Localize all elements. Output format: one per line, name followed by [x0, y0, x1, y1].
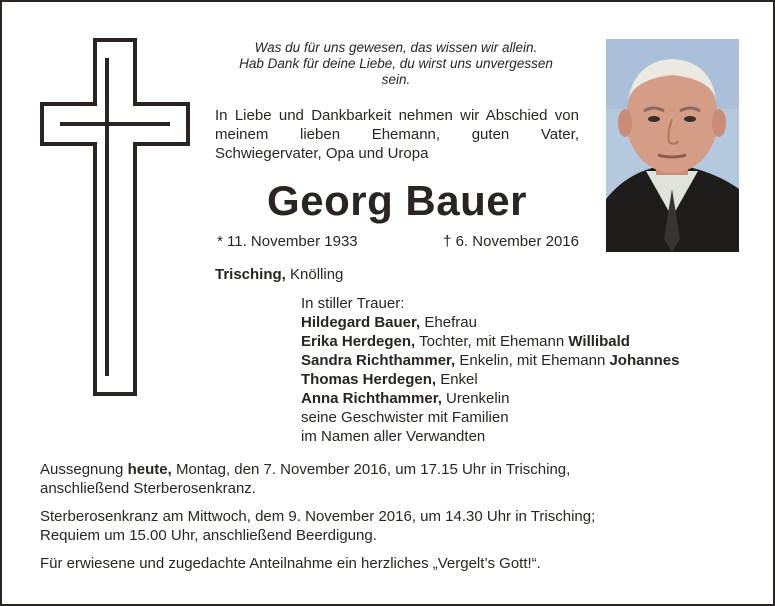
- mourners-list: [301, 294, 680, 446]
- mourner-entry: [301, 332, 680, 351]
- place-main: Trisching,: [215, 266, 286, 283]
- mourner-name: Erika Herdegen,: [301, 333, 416, 350]
- place-secondary: Knölling: [290, 266, 344, 283]
- life-dates: [217, 233, 579, 253]
- mourners-relatives: im Namen aller Verwandten: [301, 428, 486, 445]
- death-date: † 6. November 2016: [443, 233, 579, 250]
- mourner-relation: Ehefrau: [424, 314, 477, 331]
- mourner-spouse: Johannes: [609, 352, 680, 369]
- mourner-entry: [301, 389, 680, 408]
- blessing-notice: [40, 460, 740, 498]
- mourner-entry: [301, 370, 680, 389]
- birth-date: * 11. November 1933: [217, 233, 358, 250]
- mourner-name: Thomas Herdegen,: [301, 371, 437, 388]
- mourner-relation: Enkelin, mit Ehemann: [459, 352, 606, 369]
- mourner-name: Sandra Richthammer,: [301, 352, 456, 369]
- mourner-name: Hildegard Bauer,: [301, 314, 421, 331]
- mourner-entry: [301, 313, 680, 332]
- mourner-entry: [301, 351, 680, 370]
- memorial-quote: [210, 40, 582, 88]
- farewell-text: In Liebe und Dankbarkeit nehmen wir Abschied von meinem lieben Ehemann, guten Vater, Schwiegervater, Opa und Uropa: [215, 107, 579, 162]
- mourners-heading: In stiller Trauer:: [301, 295, 405, 312]
- quote-line: Was du für uns gewesen, das wissen wir allein.: [254, 40, 538, 55]
- quote-line: Hab Dank für deine Liebe, du wirst uns unvergessen: [239, 56, 553, 71]
- mourner-relation: Urenkelin: [446, 390, 510, 407]
- deceased-name: Georg Bauer: [267, 177, 527, 224]
- cross-icon: [40, 38, 190, 396]
- mourners-family: seine Geschwister mit Familien: [301, 409, 509, 426]
- blessing-details: Montag, den 7. November 2016, um 17.15 Uhr in Trisching,: [175, 461, 571, 478]
- thanks-notice: Für erwiesene und zugedachte Anteilnahme ein herzliches „Vergelt’s Gott!“.: [40, 555, 541, 572]
- blessing-line2: anschließend Sterberosenkranz.: [40, 480, 256, 497]
- quote-line: sein.: [381, 72, 411, 87]
- hometown: [215, 266, 343, 283]
- portrait-photo: [606, 39, 739, 252]
- ceremony-notices: [40, 460, 740, 582]
- rosary-line2: Requiem um 15.00 Uhr, anschließend Beerdigung.: [40, 527, 377, 544]
- rosary-line1: Sterberosenkranz am Mittwoch, dem 9. November 2016, um 14.30 Uhr in Trisching;: [40, 508, 596, 525]
- blessing-prefix: Aussegnung: [40, 461, 124, 478]
- mourner-relation: Enkel: [440, 371, 478, 388]
- mourner-spouse: Willibald: [568, 333, 630, 350]
- mourner-name: Anna Richthammer,: [301, 390, 442, 407]
- mourner-relation: Tochter, mit Ehemann: [419, 333, 565, 350]
- rosary-notice: [40, 507, 740, 545]
- blessing-day: heute,: [127, 461, 172, 478]
